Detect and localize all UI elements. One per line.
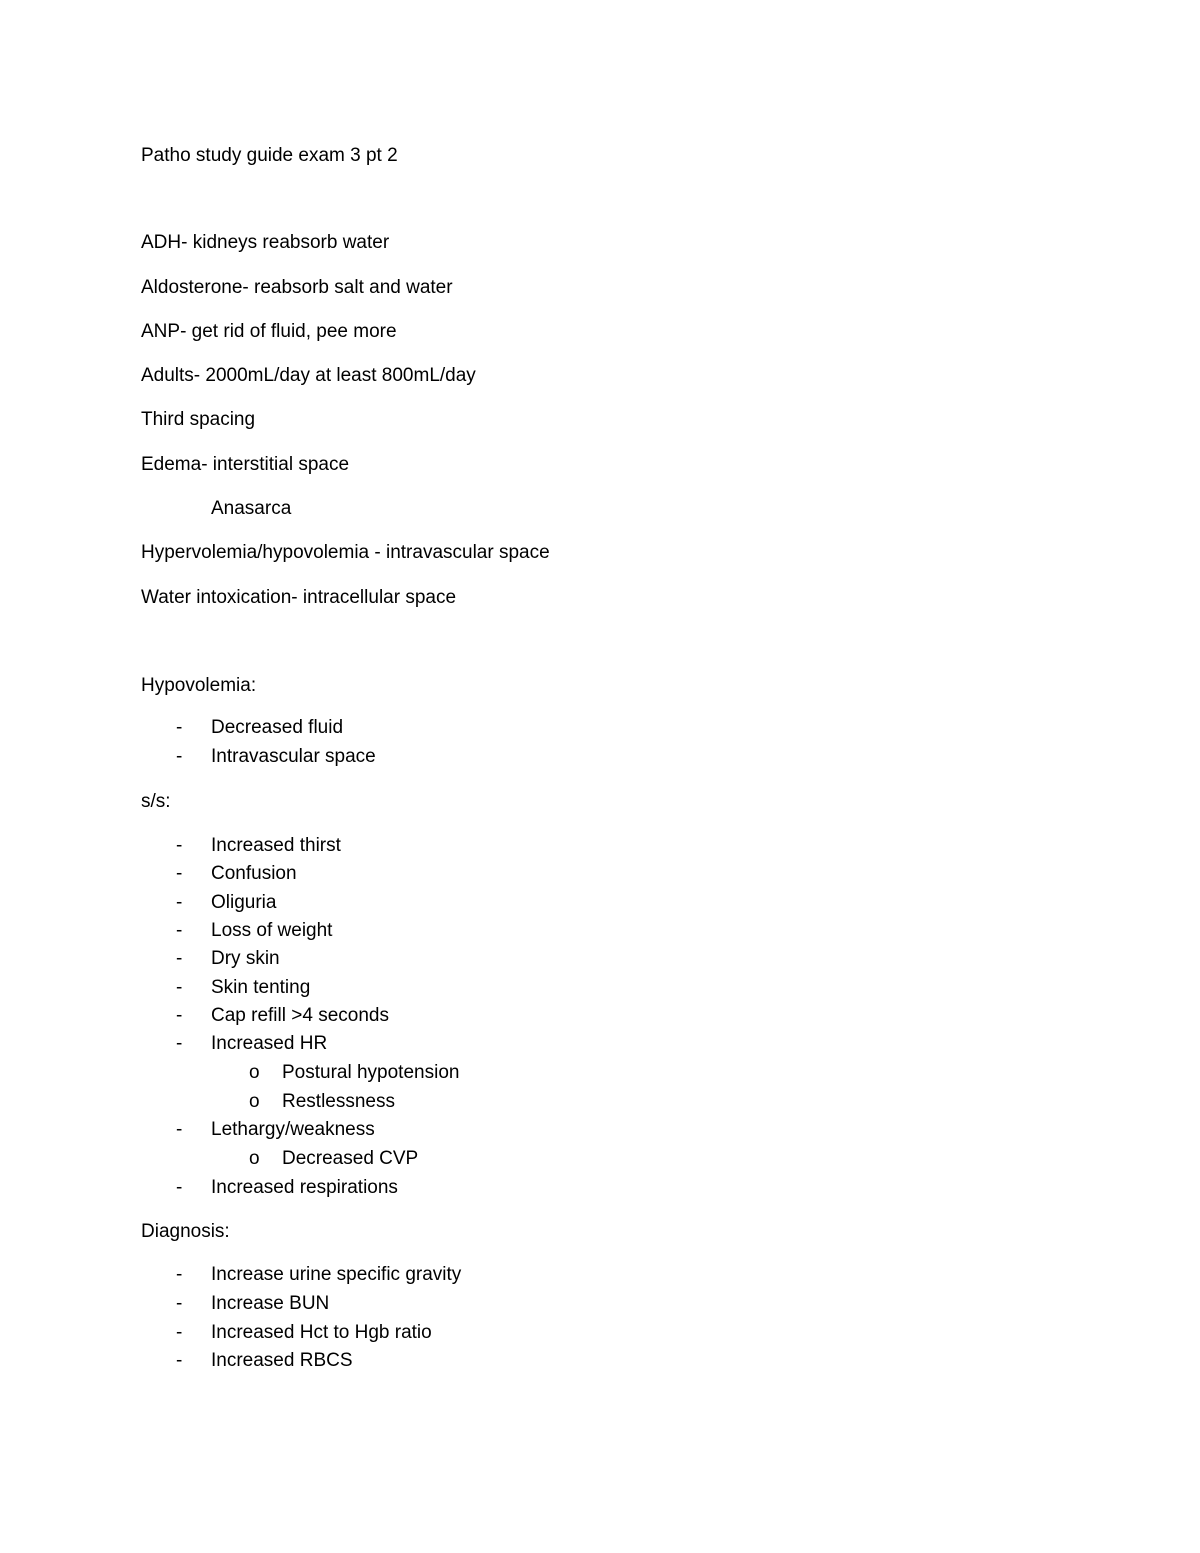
indented-term: Anasarca [211, 498, 292, 519]
dash-bullet: - [176, 892, 183, 913]
dash-bullet: - [176, 948, 183, 969]
section-heading: Hypovolemia: [141, 675, 257, 696]
dash-bullet: - [176, 835, 183, 856]
sub-list-item-text: Postural hypotension [282, 1062, 460, 1083]
definition-line: Edema- interstitial space [141, 454, 350, 475]
list-item-text: Loss of weight [211, 920, 333, 941]
dash-bullet: - [176, 1177, 183, 1198]
list-item-text: Increased respirations [211, 1177, 398, 1198]
dash-bullet: - [176, 746, 183, 767]
dash-bullet: - [176, 717, 183, 738]
list-item-text: Increase urine specific gravity [211, 1264, 462, 1285]
definition-line: Aldosterone- reabsorb salt and water [141, 277, 453, 298]
definition-line: ANP- get rid of fluid, pee more [141, 321, 397, 342]
list-item-text: Dry skin [211, 948, 280, 969]
definition-line: Adults- 2000mL/day at least 800mL/day [141, 365, 476, 386]
dash-bullet: - [176, 1322, 183, 1343]
list-item-text: Intravascular space [211, 746, 376, 767]
dash-bullet: - [176, 920, 183, 941]
circle-bullet: o [249, 1062, 260, 1083]
list-item-text: Increased HR [211, 1033, 328, 1054]
section-heading: s/s: [141, 791, 171, 812]
circle-bullet: o [249, 1091, 260, 1112]
list-item-text: Oliguria [211, 892, 277, 913]
dash-bullet: - [176, 1033, 183, 1054]
definition-line: Third spacing [141, 409, 256, 430]
list-item-text: Skin tenting [211, 977, 311, 998]
list-item-text: Increased thirst [211, 835, 341, 856]
list-item-text: Lethargy/weakness [211, 1119, 375, 1140]
list-item-text: Cap refill >4 seconds [211, 1005, 389, 1026]
dash-bullet: - [176, 1119, 183, 1140]
definition-line: Water intoxication- intracellular space [141, 587, 457, 608]
dash-bullet: - [176, 1264, 183, 1285]
sub-list-item-text: Decreased CVP [282, 1148, 419, 1169]
sub-list-item-text: Restlessness [282, 1091, 395, 1112]
dash-bullet: - [176, 1293, 183, 1314]
list-item-text: Increased RBCS [211, 1350, 353, 1371]
definition-line: Hypervolemia/hypovolemia - intravascular space [141, 542, 550, 563]
circle-bullet: o [249, 1148, 260, 1169]
list-item-text: Decreased fluid [211, 717, 344, 738]
definition-line: ADH- kidneys reabsorb water [141, 232, 390, 253]
document-title: Patho study guide exam 3 pt 2 [141, 145, 398, 166]
dash-bullet: - [176, 863, 183, 884]
dash-bullet: - [176, 1350, 183, 1371]
list-item-text: Increased Hct to Hgb ratio [211, 1322, 432, 1343]
dash-bullet: - [176, 977, 183, 998]
list-item-text: Confusion [211, 863, 297, 884]
list-item-text: Increase BUN [211, 1293, 330, 1314]
dash-bullet: - [176, 1005, 183, 1026]
section-heading: Diagnosis: [141, 1221, 230, 1242]
